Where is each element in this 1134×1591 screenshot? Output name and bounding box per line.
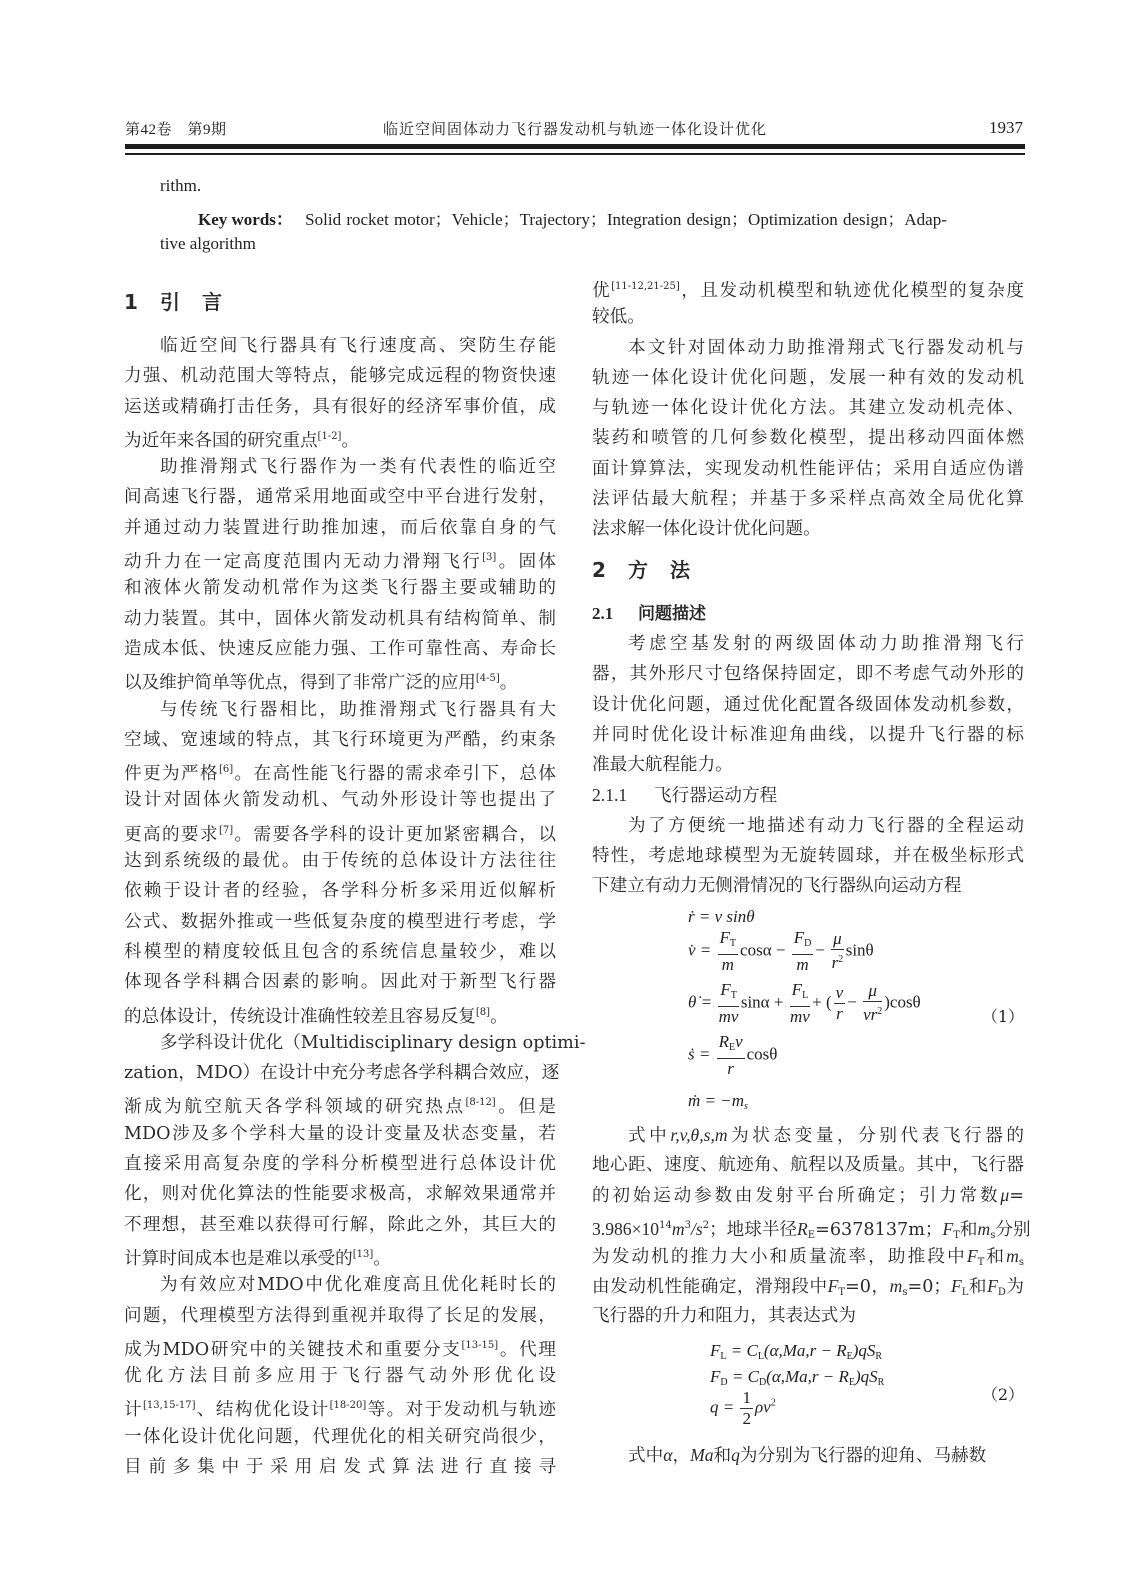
equation-v-dot: v̇ = $\frac{F_T}{m}$ cosα − $\frac{F_D}{m}$ − $\frac{\mu}{r^2}$ sinθ (688, 927, 874, 974)
text-line: 计[13,15-17]、结构优化设计[18-20]等。对于发动机与轨迹 (124, 1400, 556, 1421)
text-line: 的总体设计，传统设计准确性较差且容易反复[8]。 (124, 1006, 508, 1027)
equation-number-2: （2） (981, 1384, 1024, 1404)
text-line: 的初始运动参数由发射平台所确定；引力常数μ= (592, 1185, 1024, 1207)
journal-volume-issue: 第42卷 第9期 (125, 122, 227, 138)
citation: [13] (352, 1248, 374, 1260)
header-rule-thin (125, 153, 1025, 155)
text-line: 临近空间飞行器具有飞行速度高、突防生存能 (160, 336, 556, 356)
subsection-number: 2.1.1 (592, 785, 628, 806)
paragraph-after-equation-1 (592, 1120, 1031, 1332)
text-line: 动升力在一定高度范围内无动力滑翔飞行[3]。固体 (124, 552, 556, 573)
equation-2 (592, 1332, 1024, 1440)
text-line: 并通过动力装置进行助推加速，而后依靠自身的气 (124, 517, 556, 538)
keywords-label: Key words： (198, 210, 293, 229)
section-title: 方法 (628, 557, 712, 582)
equation-drag: $F_D = C_D(\alpha,Ma,r - R_E)qS_R$ (710, 1366, 885, 1388)
text-line: 本文针对固体动力助推滑翔式飞行器发动机与 (628, 337, 1024, 358)
intro-continuation (592, 272, 1024, 545)
text-line: 科模型的精度较低且包含的系统信息量较少，难以 (124, 941, 556, 962)
text-line: 以及维护简单等优点，得到了非常广泛的应用[4-5]。 (124, 673, 518, 694)
text-line: 与传统飞行器相比，助推滑翔式飞行器具有大 (160, 699, 556, 720)
citation: [7] (218, 824, 234, 836)
text-line: MDO涉及多个学科大量的设计变量及状态变量，若 (124, 1123, 556, 1144)
text-line: 面计算算法，实现发动机性能评估；采用自适应伪谱 (592, 458, 1024, 479)
text-line: 较低。 (592, 307, 645, 328)
left-column (124, 287, 586, 1482)
text-line: 间高速飞行器，通常采用地面或空中平台进行发射， (124, 487, 556, 508)
text-line: 轨迹一体化设计优化问题，发展一种有效的发动机 (592, 367, 1024, 388)
text-line: 造成本低、快速反应能力强、工作可靠性高、寿命长 (124, 638, 556, 659)
section-number: 2 (592, 557, 606, 582)
right-column (592, 272, 1031, 1470)
text-line: 设计对固体火箭发动机、气动外形设计等也提出了 (124, 790, 556, 811)
text-line: 器，其外形尺寸包络保持固定，即不考虑气动外形的 (592, 664, 1024, 685)
text-line: 依赖于设计者的经验，各学科分析多采用近似解析 (124, 881, 556, 902)
equation-s-dot: ṡ = $\frac{R_Ev}{r}$ cosθ (688, 1031, 778, 1078)
citation: [1-2] (317, 430, 342, 442)
section-1-body (124, 331, 586, 1482)
text-line: 法求解一体化设计优化问题。 (592, 519, 821, 540)
text-line: 下建立有动力无侧滑情况的飞行器纵向运动方程 (592, 876, 962, 897)
text-line: 件更为严格[6]。在高性能飞行器的需求牵引下，总体 (124, 764, 556, 785)
citation: [6] (218, 764, 234, 776)
equation-dynamic-pressure: q = $\frac{1}{2}$ $\rho v^2$ (710, 1387, 776, 1428)
section-number: 1 (124, 290, 138, 314)
citation: [4-5] (475, 673, 500, 685)
subsection-heading-2-1-1 (592, 780, 1024, 810)
paragraph-2-1 (592, 629, 1024, 780)
text-line: 装药和喷管的几何参数化模型，提出移动四面体燃 (592, 428, 1024, 449)
equation-1 (592, 902, 1024, 1120)
text-line: 成为MDO研究中的关键技术和重要分支[13-15]。代理 (124, 1339, 556, 1360)
text-line: 一体化设计优化问题，代理优化的相关研究尚很少， (124, 1426, 556, 1447)
subsection-heading-2-1 (592, 599, 1024, 629)
text-line: 为了方便统一地描述有动力飞行器的全程运动 (628, 815, 1024, 836)
text-line: 力强、机动范围大等特点，能够完成远程的物资快速 (124, 366, 556, 387)
text-line: 化，则对优化算法的性能要求极高，求解效果通常并 (124, 1184, 556, 1205)
text-line: 式中r,v,θ,s,m为状态变量，分别代表飞行器的 (628, 1124, 1024, 1146)
section-title: 引言 (160, 290, 244, 314)
text-line: 达到系统级的最优。由于传统的总体设计方法往往 (124, 851, 556, 872)
text-line: 特性，考虑地球模型为无旋转圆球，并在极坐标形式 (592, 846, 1024, 867)
text-line: 由发动机性能确定，滑翔段中$F_T=0$，$m_s=0$；$F_L$和$F_D$为 (592, 1276, 1024, 1299)
keywords-line (198, 205, 988, 230)
text-line: 优[11-12,21-25]，且发动机模型和轨迹优化模型的复杂度 (592, 281, 1024, 301)
text-line: 考虑空基发射的两级固体动力助推滑翔飞行 (628, 633, 1024, 654)
text-line: 计算时间成本也是难以承受的[13]。 (124, 1248, 391, 1269)
equation-number-1: （1） (981, 1006, 1024, 1026)
keywords-text: Solid rocket motor；Vehicle；Trajectory；Integration design；Optimization design；Adap- (305, 210, 947, 229)
citation: [11-12,21-25] (611, 281, 680, 292)
subsection-title: 问题描述 (638, 603, 706, 624)
text-line: 飞行器的升力和阻力，其表达式为 (592, 1306, 856, 1327)
abstract-tail: rithm. (160, 176, 202, 195)
paragraph-line: 式中α，Ma和q为分别为飞行器的迎角、马赫数 (628, 1444, 987, 1466)
text-line: 并同时优化设计标准迎角曲线，以提升飞行器的标 (592, 724, 1024, 745)
header-rule-thick (125, 144, 1025, 149)
text-line: 为有效应对MDO中优化难度高且优化耗时长的 (160, 1275, 556, 1296)
text-line: 问题，代理模型方法得到重视并取得了长足的发展， (124, 1305, 556, 1326)
citation: [8] (475, 1006, 491, 1018)
subsection-number: 2.1 (592, 603, 614, 623)
section-heading-1 (124, 287, 556, 331)
text-line: 动力装置。其中，固体火箭发动机具有结构简单、制 (124, 608, 556, 629)
page-number: 1937 (989, 118, 1023, 137)
equation-r-dot: ṙ = v sinθ (688, 906, 755, 926)
text-line: 设计优化问题，通过优化配置各级固体发动机参数， (592, 694, 1024, 715)
running-title: 临近空间固体动力飞行器发动机与轨迹一体化设计优化 (382, 122, 767, 138)
text-line: 运送或精确打击任务，具有很好的经济军事价值，成 (124, 396, 556, 417)
paragraph-2-1-1 (592, 811, 1024, 902)
text-line: 准最大航程能力。 (592, 755, 733, 776)
text-line: 目前多集中于采用启发式算法进行直接寻 (124, 1456, 556, 1477)
text-line: 为发动机的推力大小和质量流率，助推段中$F_T$和$m_s$ (592, 1245, 1024, 1268)
equation-theta-dot: θ̇ = $\frac{F_T}{mv}$ sinα + $\frac{F_L}{mv}$ + ( $\frac{v}{r}$ − $\frac{\mu}{vr^2}$ )cosθ (688, 979, 921, 1026)
text-line: 为近年来各国的研究重点[1-2]。 (124, 430, 360, 451)
text-line: 渐成为航空航天各学科领域的研究热点[8-12]。但是 (124, 1097, 556, 1118)
text-line: 直接采用高复杂度的学科分析模型进行总体设计优 (124, 1154, 556, 1175)
text-line: 更高的要求[7]。需要各学科的设计更加紧密耦合，以 (124, 824, 556, 845)
text-line: zation，MDO）在设计中充分考虑各学科耦合效应，逐 (124, 1063, 560, 1084)
text-line: $3.986\times 10^{14}m^3/s^2$；地球半径$R_E=6378137m$；$F_T$和$m_s$分别 (592, 1218, 1031, 1241)
citation: [18-20] (329, 1400, 367, 1412)
text-line: 空域、宽速域的特点，其飞行环境更为严酷，约束条 (124, 729, 556, 750)
text-line: 优化方法目前多应用于飞行器气动外形优化设 (124, 1366, 556, 1387)
section-heading-2 (592, 555, 1024, 599)
text-line: 与轨迹一体化设计优化方法。其建立发动机壳体、 (592, 398, 1024, 419)
text-line: 法评估最大航程；并基于多采样点高效全局优化算 (592, 489, 1024, 510)
running-header (125, 118, 1025, 142)
equation-lift: $F_L = C_L(\alpha,Ma,r - R_E)qS_R$ (710, 1340, 883, 1362)
citation: [8-12] (465, 1097, 496, 1109)
equation-m-dot: ṁ = $-m_s$ (688, 1090, 748, 1112)
text-line: 多学科设计优化（Multidisciplinary design optimi- (160, 1032, 586, 1053)
citation: [13-15] (461, 1339, 499, 1351)
text-line: 体现各学科耦合因素的影响。因此对于新型飞行器 (124, 972, 556, 993)
text-line: 地心距、速度、航迹角、航程以及质量。其中，飞行器 (592, 1154, 1024, 1175)
citation: [3] (482, 552, 497, 564)
text-line: 公式、数据外推或一些低复杂度的模型进行考虑，学 (124, 911, 556, 932)
text-line: 不理想，甚至难以获得可行解，除此之外，其巨大的 (124, 1214, 556, 1235)
keywords-continuation: tive algorithm (160, 234, 256, 253)
text-line: 助推滑翔式飞行器作为一类有代表性的临近空 (160, 457, 556, 478)
subsection-title: 飞行器运动方程 (654, 786, 778, 807)
citation: [13,15-17] (142, 1400, 196, 1412)
text-line: 和液体火箭发动机常作为这类飞行器主要或辅助的 (124, 578, 556, 599)
